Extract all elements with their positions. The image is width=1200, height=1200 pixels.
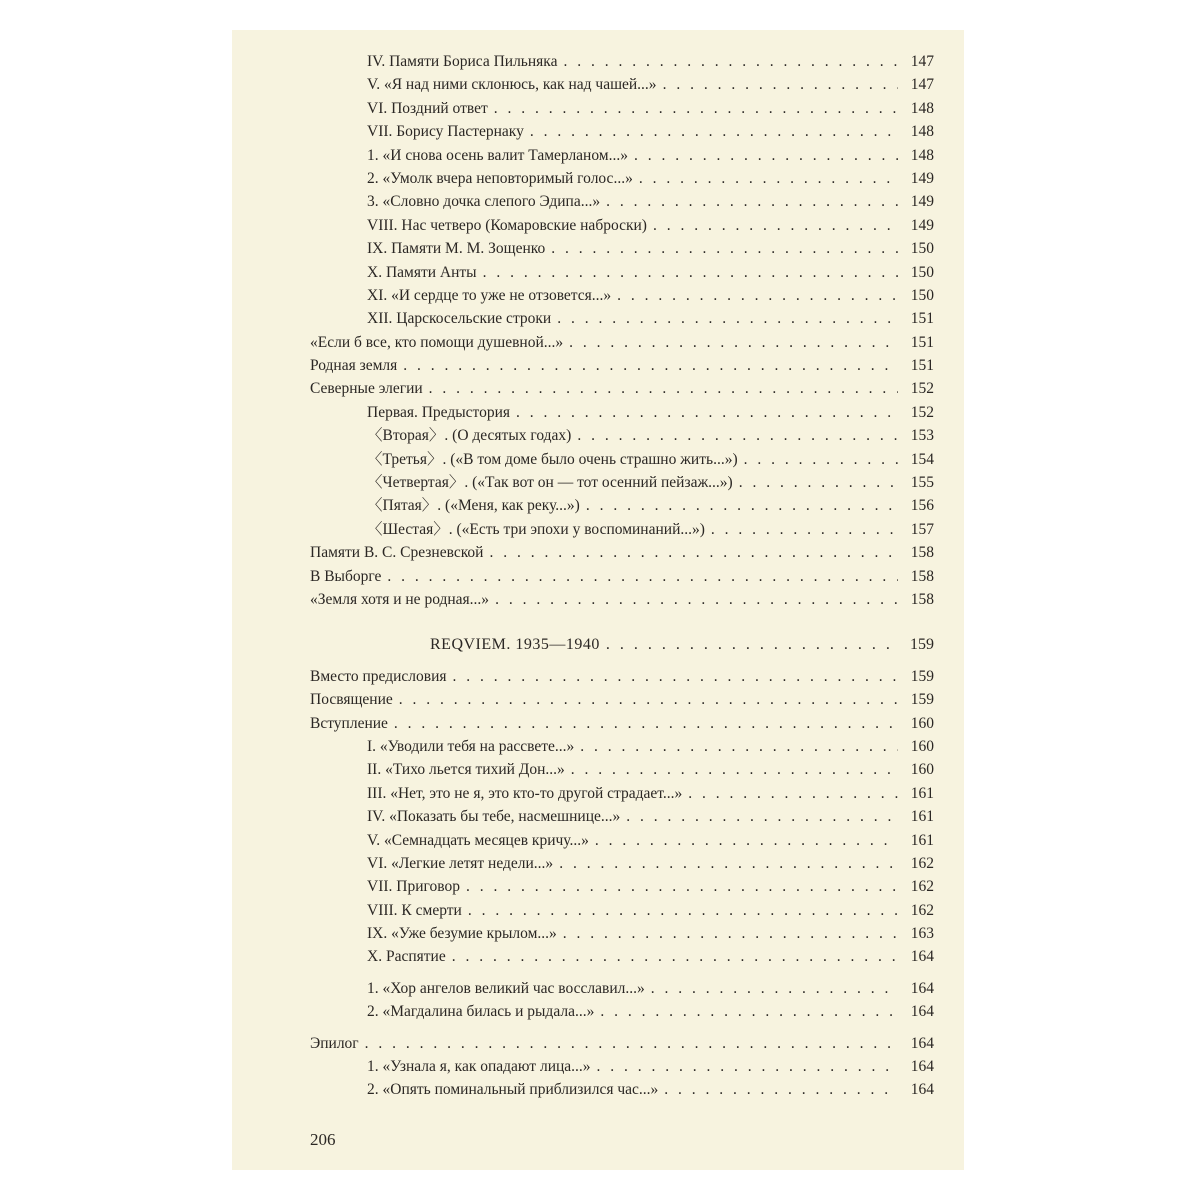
toc-entry-page: 162 <box>910 901 934 919</box>
dot-leader <box>663 73 898 96</box>
toc-entry-title: XII. Царскосельские строки <box>367 310 552 328</box>
dot-leader <box>429 377 898 400</box>
dot-leader <box>403 354 898 377</box>
toc-entry <box>310 875 934 898</box>
toc-section-requiem <box>310 665 934 969</box>
toc-entry-title: 〈Пятая〉. («Меня, как реку...») <box>367 497 580 515</box>
toc-entry-title: III. «Нет, это не я, это кто-то другой страдает...» <box>367 784 683 802</box>
toc-entry-title: Вместо предисловия <box>310 667 447 685</box>
toc-entry <box>310 518 934 541</box>
toc-entry-page: 160 <box>910 761 934 779</box>
dot-leader <box>606 190 898 213</box>
page-number: 206 <box>310 1130 336 1149</box>
toc-entry-title: 3. «Словно дочка слепого Эдипа...» <box>367 193 601 211</box>
toc-entry-title: IX. Памяти М. М. Зощенко <box>367 240 546 258</box>
toc-entry-page: 150 <box>910 286 934 304</box>
toc-entry <box>310 120 934 143</box>
toc-entry <box>310 214 934 237</box>
toc-entry-title: II. «Тихо льется тихий Дон...» <box>367 761 565 779</box>
toc-entry-title: 1. «Хор ангелов великий час восславил...» <box>367 979 645 997</box>
toc-entry <box>310 237 934 260</box>
toc-entry-title: «Земля хотя и не родная...» <box>310 590 490 608</box>
dot-leader <box>634 144 898 167</box>
toc-entry <box>310 922 934 945</box>
toc-entry-page: 158 <box>910 544 934 562</box>
dot-leader <box>494 97 898 120</box>
toc-entry-page: 164 <box>910 1034 934 1052</box>
toc-entry <box>310 899 934 922</box>
toc-entry <box>310 377 934 400</box>
toc-entry <box>310 73 934 96</box>
toc-entry-page: 151 <box>910 310 934 328</box>
toc-entry-page: 154 <box>910 450 934 468</box>
toc-entry-title: Северные элегии <box>310 380 423 398</box>
toc-entry-page: 164 <box>910 1058 934 1076</box>
dot-leader <box>617 284 898 307</box>
toc-entry <box>310 852 934 875</box>
toc-entry-page: 164 <box>910 979 934 997</box>
dot-leader <box>606 633 898 656</box>
toc-entry-title: V. «Семнадцать месяцев кричу...» <box>367 831 589 849</box>
toc-entry-title: I. «Уводили тебя на рассвете...» <box>367 737 575 755</box>
toc-entry-title: VI. «Легкие летят недели...» <box>367 854 554 872</box>
toc-entry <box>310 1032 934 1055</box>
dot-leader <box>399 688 898 711</box>
toc-entry-page: 162 <box>910 878 934 896</box>
toc-entry <box>310 805 934 828</box>
toc-entry <box>310 782 934 805</box>
toc-entry-title: X. Памяти Анты <box>367 263 477 281</box>
toc-entry <box>310 97 934 120</box>
dot-leader <box>468 899 898 922</box>
toc-entry-title: V. «Я над ними склонюсь, как над чашей...» <box>367 76 657 94</box>
table-of-contents <box>310 50 934 1102</box>
dot-leader <box>394 712 898 735</box>
toc-entry <box>310 829 934 852</box>
toc-entry-page: 164 <box>910 1003 934 1021</box>
dot-leader <box>639 167 898 190</box>
toc-entry-title: 1. «Узнала я, как опадают лица...» <box>367 1058 591 1076</box>
toc-entry-title: Первая. Предыстория <box>367 403 510 421</box>
dot-leader <box>551 237 898 260</box>
dot-leader <box>586 494 898 517</box>
toc-entry <box>310 712 934 735</box>
dot-leader <box>626 805 898 828</box>
toc-entry <box>310 448 934 471</box>
toc-entry-page: 149 <box>910 193 934 211</box>
toc-entry-page: 159 <box>910 667 934 685</box>
toc-entry-page: 150 <box>910 240 934 258</box>
toc-entry-title: Посвящение <box>310 691 393 709</box>
toc-entry <box>310 1055 934 1078</box>
toc-entry-title: 2. «Опять поминальный приблизился час...» <box>367 1081 659 1099</box>
toc-entry-title: VII. Борису Пастернаку <box>367 123 524 141</box>
toc-entry-page: 148 <box>910 99 934 117</box>
toc-entry-title: Вступление <box>310 714 388 732</box>
dot-leader <box>595 829 898 852</box>
toc-entry <box>310 1078 934 1101</box>
dot-leader <box>516 401 898 424</box>
dot-leader <box>600 1000 898 1023</box>
toc-entry <box>310 945 934 968</box>
toc-entry <box>310 190 934 213</box>
toc-entry-page: 158 <box>910 590 934 608</box>
toc-entry-page: 147 <box>910 53 934 70</box>
toc-section-poems <box>310 50 934 611</box>
dot-leader <box>495 588 898 611</box>
toc-entry-title: VIII. К смерти <box>367 901 462 919</box>
dot-leader <box>530 120 898 143</box>
toc-entry <box>310 354 934 377</box>
toc-entry-page: 162 <box>910 854 934 872</box>
toc-entry-title: VII. Приговор <box>367 878 460 896</box>
toc-heading-requiem <box>310 633 934 656</box>
toc-entry-title: 1. «И снова осень валит Тамерланом...» <box>367 146 628 164</box>
dot-leader <box>664 1078 898 1101</box>
dot-leader <box>688 782 898 805</box>
toc-entry-title: IV. «Показать бы тебе, насмешнице...» <box>367 808 621 826</box>
toc-section-epilogue <box>310 1032 934 1102</box>
toc-entry <box>310 50 934 73</box>
book-page <box>232 30 964 1170</box>
toc-entry <box>310 471 934 494</box>
toc-entry-page: 148 <box>910 146 934 164</box>
toc-entry-title: XI. «И сердце то уже не отзовется...» <box>367 286 612 304</box>
toc-entry <box>310 665 934 688</box>
toc-entry-page: 149 <box>910 216 934 234</box>
toc-entry-page: 156 <box>910 497 934 515</box>
toc-entry <box>310 977 934 1000</box>
toc-entry-page: 161 <box>910 784 934 802</box>
toc-entry <box>310 401 934 424</box>
dot-leader <box>569 331 898 354</box>
toc-section-crucifixion <box>310 977 934 1024</box>
toc-entry-title: IX. «Уже безумие крылом...» <box>367 925 557 943</box>
dot-leader <box>452 945 898 968</box>
dot-leader <box>489 541 898 564</box>
toc-entry-page: 153 <box>910 427 934 445</box>
section-heading-title: REQVIEM. 1935—1940 <box>430 636 600 654</box>
toc-entry <box>310 1000 934 1023</box>
toc-entry <box>310 261 934 284</box>
toc-entry-title: Эпилог <box>310 1034 359 1052</box>
toc-entry-title: 〈Шестая〉. («Есть три эпохи у воспоминаний...») <box>367 520 705 538</box>
toc-entry-page: 155 <box>910 474 934 492</box>
toc-entry-page: 160 <box>910 737 934 755</box>
toc-entry <box>310 144 934 167</box>
toc-entry-page: 151 <box>910 357 934 375</box>
toc-entry-title: IV. Памяти Бориса Пильняка <box>367 53 558 70</box>
dot-leader <box>387 565 898 588</box>
toc-entry-title: VI. Поздний ответ <box>367 99 488 117</box>
toc-entry <box>310 565 934 588</box>
dot-leader <box>744 448 898 471</box>
dot-leader <box>466 875 898 898</box>
dot-leader <box>577 424 898 447</box>
toc-entry-page: 158 <box>910 567 934 585</box>
toc-entry-page: 164 <box>910 1081 934 1099</box>
toc-entry-title: 2. «Магдалина билась и рыдала...» <box>367 1003 595 1021</box>
toc-entry-page: 148 <box>910 123 934 141</box>
dot-leader <box>557 307 898 330</box>
toc-entry-title: Родная земля <box>310 357 398 375</box>
toc-entry-page: 149 <box>910 169 934 187</box>
dot-leader <box>559 852 898 875</box>
dot-leader <box>365 1032 898 1055</box>
toc-entry <box>310 307 934 330</box>
dot-leader <box>653 214 898 237</box>
toc-entry <box>310 284 934 307</box>
toc-entry-page: 160 <box>910 714 934 732</box>
toc-entry <box>310 331 934 354</box>
dot-leader <box>563 922 898 945</box>
dot-leader <box>453 665 899 688</box>
toc-entry-page: 161 <box>910 808 934 826</box>
toc-entry-title: 2. «Умолк вчера неповторимый голос...» <box>367 169 633 187</box>
toc-entry-page: 164 <box>910 948 934 966</box>
toc-entry-page: 159 <box>910 691 934 709</box>
toc-entry <box>310 735 934 758</box>
toc-entry <box>310 588 934 611</box>
toc-entry-title: 〈Третья〉. («В том доме было очень страшно жить...») <box>367 450 738 468</box>
toc-entry-page: 152 <box>910 380 934 398</box>
dot-leader <box>483 261 898 284</box>
dot-leader <box>597 1055 898 1078</box>
toc-entry-page: 157 <box>910 520 934 538</box>
toc-entry-title: В Выборге <box>310 567 382 585</box>
toc-entry-page: 152 <box>910 403 934 421</box>
dot-leader <box>651 977 898 1000</box>
toc-entry <box>310 424 934 447</box>
dot-leader <box>739 471 898 494</box>
toc-entry-page: 147 <box>910 76 934 94</box>
toc-entry-page: 150 <box>910 263 934 281</box>
toc-entry-title: 〈Вторая〉. (О десятых годах) <box>367 427 572 445</box>
toc-entry-page: 151 <box>910 333 934 351</box>
toc-entry <box>310 688 934 711</box>
toc-entry-title: «Если б все, кто помощи душевной...» <box>310 333 564 351</box>
dot-leader <box>711 518 898 541</box>
toc-entry-title: 〈Четвертая〉. («Так вот он — тот осенний пейзаж...») <box>367 474 733 492</box>
toc-entry <box>310 167 934 190</box>
section-heading-page: 159 <box>910 636 934 654</box>
dot-leader <box>580 735 898 758</box>
dot-leader <box>571 758 898 781</box>
toc-entry <box>310 541 934 564</box>
dot-leader <box>563 50 898 73</box>
toc-entry-title: Памяти В. С. Срезневской <box>310 544 484 562</box>
toc-entry <box>310 758 934 781</box>
toc-entry <box>310 494 934 517</box>
toc-entry-page: 163 <box>910 925 934 943</box>
toc-entry-page: 161 <box>910 831 934 849</box>
toc-entry-title: X. Распятие <box>367 948 446 966</box>
toc-entry-title: VIII. Нас четверо (Комаровские наброски) <box>367 216 647 234</box>
